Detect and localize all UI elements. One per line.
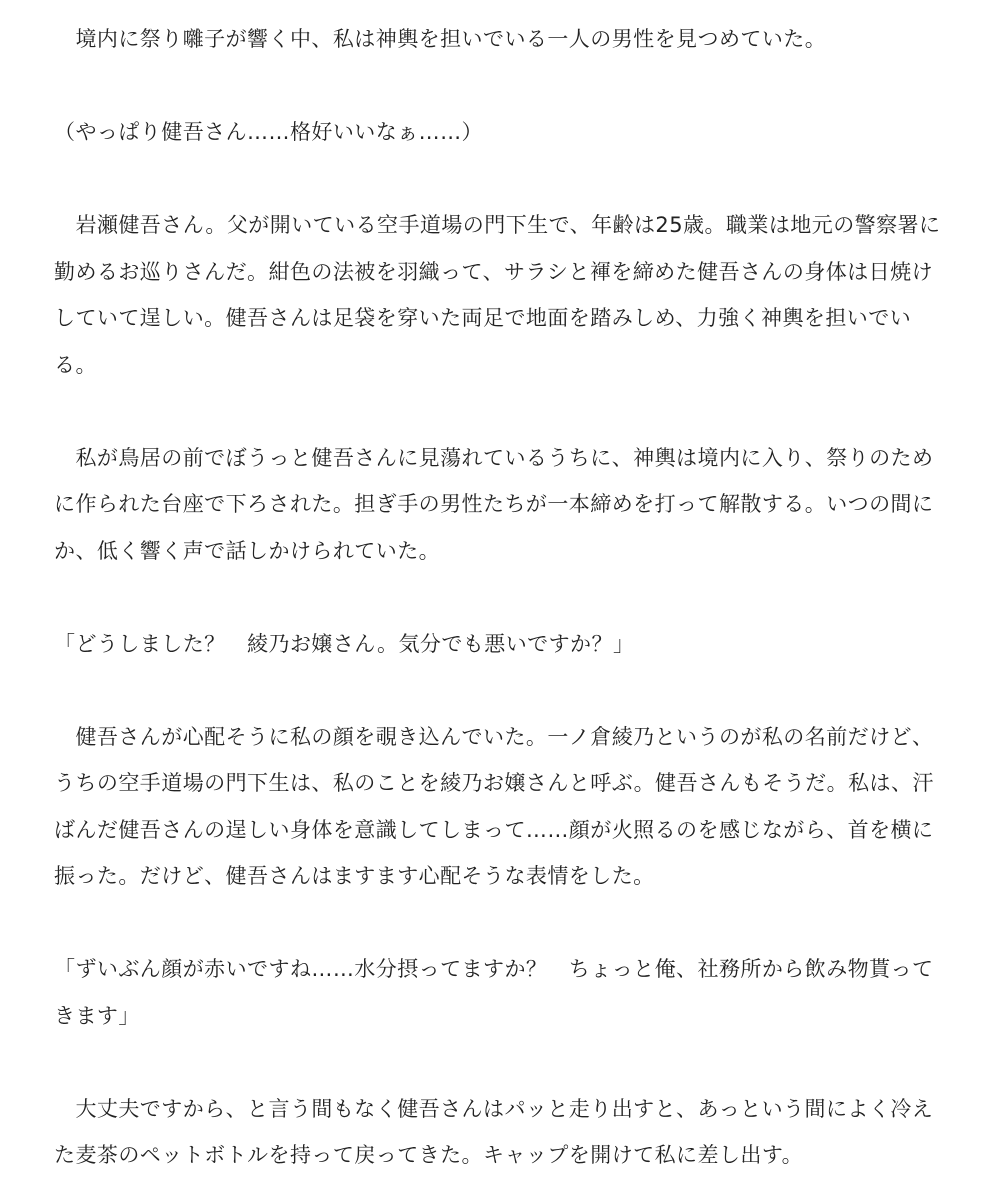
paragraph-mikoshi-arrival: 私が鳥居の前でぼうっと健吾さんに見蕩れているうちに、神輿は境内に入り、祭りのために作られた台座で下ろされた。担ぎ手の男性たちが一本締めを打って解散する。いつの間にか、低く響く声で話しかけられていた。 xyxy=(54,445,934,563)
paragraph-bottle-return: 大丈夫ですから、と言う間もなく健吾さんはパッと走り出すと、あっという間によく冷えた麦茶のペットボトルを持って戻ってきた。キャップを開けて私に差し出す。 xyxy=(54,1096,934,1167)
paragraph-spacer xyxy=(54,388,943,435)
paragraph-dialogue-question: 「どうしました？ 綾乃お嬢さん。気分でも悪いですか？」 xyxy=(54,631,635,656)
paragraph-dialogue-drink: 「ずいぶん顔が赤いですね……水分摂ってますか？ ちょっと俺、社務所から飲み物貰ってきます」 xyxy=(54,957,934,1028)
paragraph-festival-opening: 境内に祭り囃子が響く中、私は神輿を担いでいる一人の男性を見つめていた。 xyxy=(54,27,827,51)
paragraph-spacer xyxy=(54,667,943,714)
paragraph-inner-thought: （やっぱり健吾さん……格好いいなぁ……） xyxy=(54,120,483,144)
paragraph-spacer xyxy=(54,156,943,203)
paragraph-spacer xyxy=(54,1039,943,1086)
paragraph-kengo-introduction: 岩瀬健吾さん。父が開いている空手道場の門下生で、年齢は25歳。職業は地元の警察署に勤めるお巡りさんだ。紺色の法被を羽織って、サラシと褌を締めた健吾さんの身体は日焼けしていて逞しい。健吾さんは足袋を穿いた両足で地面を踏みしめ、力強く神輿を担いでいる。 xyxy=(54,213,941,377)
paragraph-spacer xyxy=(54,574,943,621)
paragraph-ayano-description: 健吾さんが心配そうに私の顔を覗き込んでいた。一ノ倉綾乃というのが私の名前だけど、うちの空手道場の門下生は、私のことを綾乃お嬢さんと呼ぶ。健吾さんもそうだ。私は、汗ばんだ健吾さんの逞しい身体を意識してしまって……顔が火照るのを感じながら、首を横に振った。だけど、健吾さんはますます心配そうな表情をした。 xyxy=(54,724,934,888)
paragraph-spacer xyxy=(54,63,943,110)
paragraph-spacer xyxy=(54,900,943,947)
